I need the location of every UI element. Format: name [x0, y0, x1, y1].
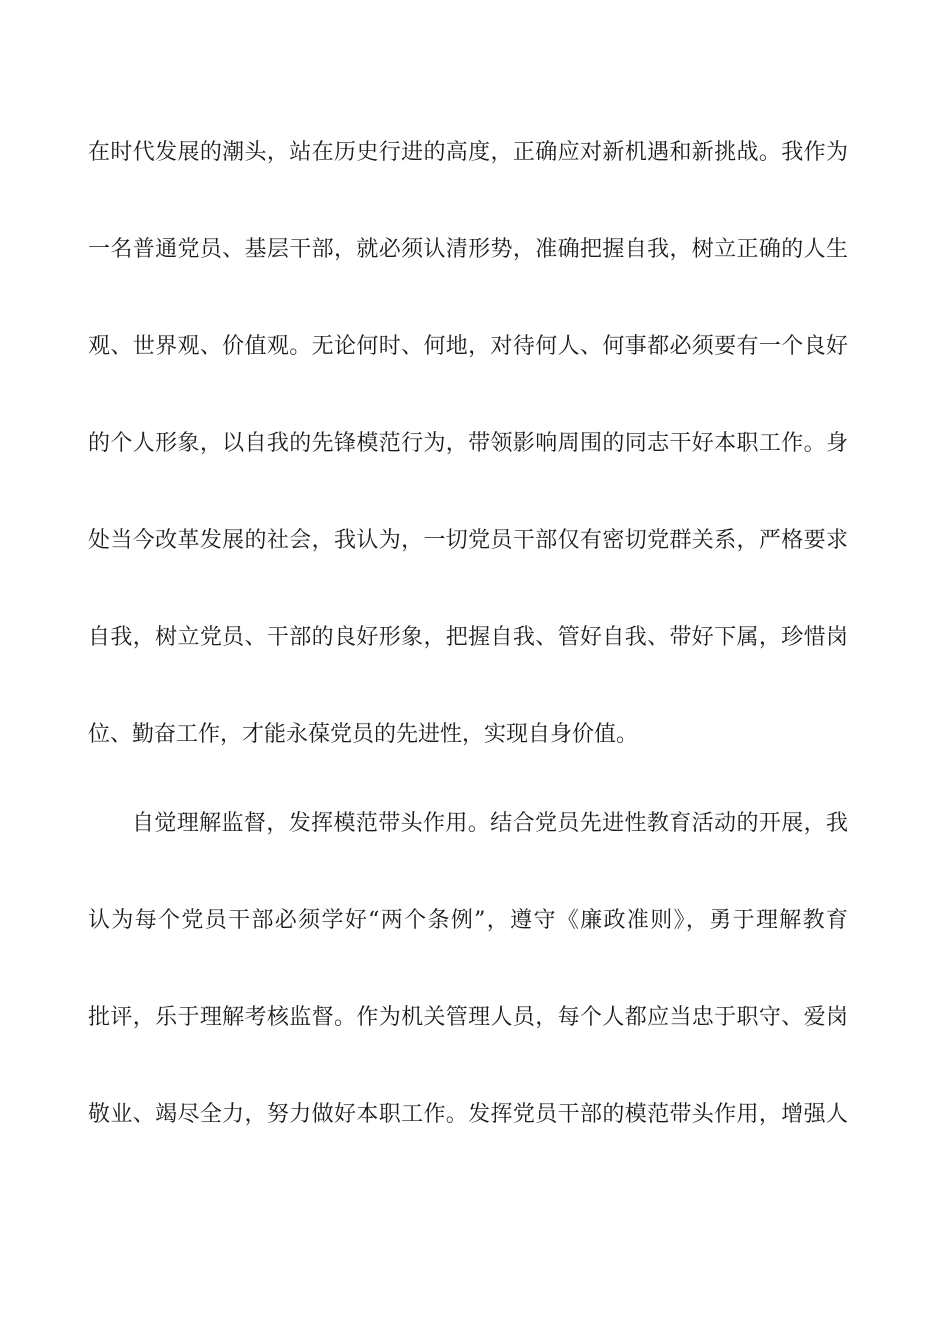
paragraph-line: 观、世界观、价值观。无论何时、何地，对待何人、何事都必须要有一个良好	[88, 334, 848, 359]
paragraph-line: 敬业、竭尽全力，努力做好本职工作。发挥党员干部的模范带头作用，增强人	[88, 1102, 848, 1127]
paragraph-line: 一名普通党员、基层干部，就必须认清形势，准确把握自我，树立正确的人生	[88, 237, 848, 262]
paragraph-line: 自我，树立党员、干部的良好形象，把握自我、管好自我、带好下属，珍惜岗	[88, 625, 848, 650]
paragraph-line: 在时代发展的潮头，站在历史行进的高度，正确应对新机遇和新挑战。我作为	[88, 140, 848, 165]
paragraph-line: 处当今改革发展的社会，我认为，一切党员干部仅有密切党群关系，严格要求	[88, 528, 848, 553]
paragraph-line: 位、勤奋工作，才能永葆党员的先进性，实现自身价值。	[88, 722, 639, 747]
paragraph-line: 批评，乐于理解考核监督。作为机关管理人员，每个人都应当忠于职守、爱岗	[88, 1005, 848, 1030]
paragraph-line: 认为每个党员干部必须学好“两个条例”，遵守《廉政准则》，勇于理解教育	[88, 908, 848, 933]
paragraph-line: 自觉理解监督，发挥模范带头作用。结合党员先进性教育活动的开展，我	[132, 811, 848, 836]
paragraph-line: 的个人形象，以自我的先锋模范行为，带领影响周围的同志干好本职工作。身	[88, 431, 848, 456]
